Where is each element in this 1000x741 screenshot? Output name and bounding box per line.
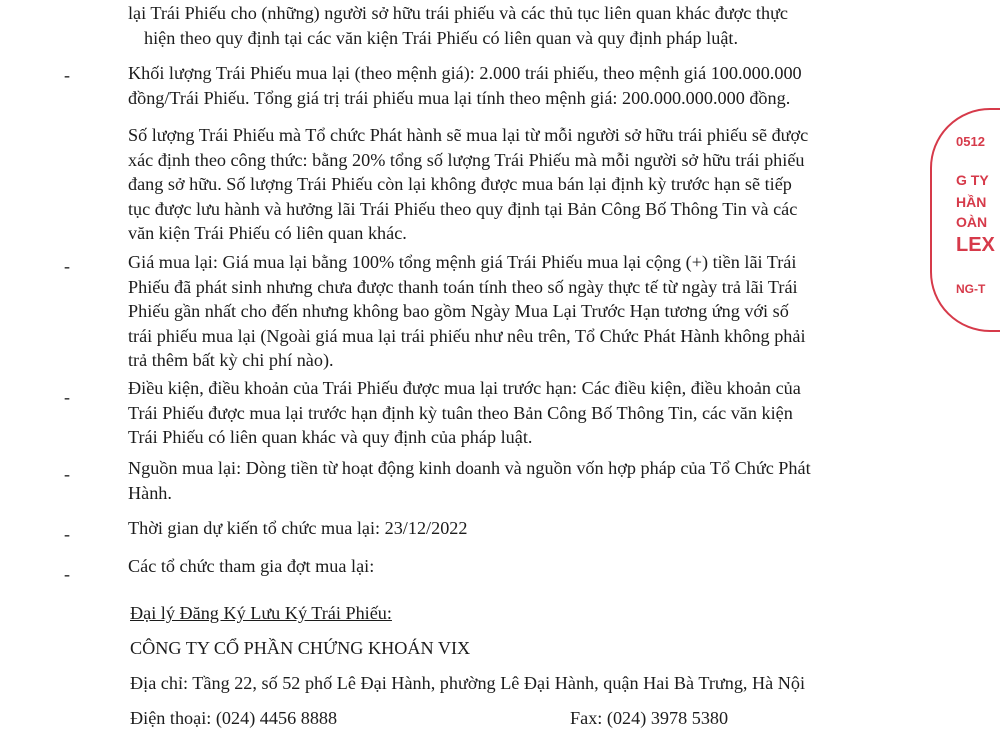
- stamp-text: LEX: [956, 234, 995, 256]
- bullet-paragraph-conditions: [128, 376, 890, 450]
- fax-number: Fax: (024) 3978 5380: [570, 708, 729, 728]
- text-line: lại Trái Phiếu cho (những) người sở hữu trái phiếu và các thủ tục liên quan khác được thực: [128, 3, 788, 23]
- text-line: Khối lượng Trái Phiếu mua lại (theo mệnh giá): 2.000 trái phiếu, theo mệnh giá 100.000.000: [128, 63, 802, 83]
- company-address: Địa chỉ: Tầng 22, số 52 phố Lê Đại Hành, phường Lê Đại Hành, quận Hai Bà Trưng, Hà Nội: [130, 673, 806, 693]
- bullet-dash: -: [64, 464, 70, 484]
- text-line: văn kiện Trái Phiếu có liên quan khác.: [128, 223, 407, 244]
- bullet-dash: -: [64, 256, 70, 276]
- text-line: Các tổ chức tham gia đợt mua lại:: [128, 556, 375, 576]
- company-name: CÔNG TY CỔ PHẦN CHỨNG KHOÁN VIX: [130, 638, 471, 658]
- stamp-text: G TY: [956, 172, 989, 188]
- bullet-paragraph-quantity: [128, 61, 890, 110]
- bullet-paragraph-date: [128, 516, 890, 541]
- text-line: Trái Phiếu được mua lại trước hạn định kỳ tuân theo Bản Công Bố Thông Tin, các văn kiện: [128, 402, 793, 423]
- text-line: Phiếu gần nhất cho đến nhưng không bao gồm Ngày Mua Lại Trước Hạn tương ứng với số: [128, 301, 789, 322]
- text-line: Trái Phiếu có liên quan khác và quy định của pháp luật.: [128, 427, 533, 448]
- bullet-paragraph-parties: [128, 554, 890, 579]
- text-line: Giá mua lại: Giá mua lại bằng 100% tổng mệnh giá Trái Phiếu mua lại cộng (+) tiền lãi Trái: [128, 252, 797, 272]
- bullet-dash: -: [64, 65, 70, 85]
- agent-heading: Đại lý Đăng Ký Lưu Ký Trái Phiếu:: [130, 603, 392, 623]
- intro-paragraph: [128, 1, 890, 50]
- paragraph-buyback-formula: [128, 123, 890, 246]
- stamp-text: HẦN: [956, 194, 987, 210]
- text-line: Hành.: [128, 482, 172, 503]
- stamp-text: OÀN: [956, 214, 988, 230]
- company-stamp: [930, 108, 1000, 332]
- bullet-dash: -: [64, 564, 70, 584]
- bullet-paragraph-source: [128, 456, 890, 505]
- text-line: Phiếu đã phát sinh nhưng chưa được thanh toán tính theo số ngày thực tế từ ngày trả lãi Trái: [128, 276, 798, 297]
- stamp-text: NG-T: [956, 282, 986, 296]
- stamp-text: 0512: [956, 134, 985, 149]
- text-line: trả thêm bất kỳ chi phí nào).: [128, 350, 334, 371]
- text-line: xác định theo công thức: bằng 20% tổng số lượng Trái Phiếu mà mỗi người sở hữu trái phiếu: [128, 149, 805, 170]
- text-line: đang sở hữu. Số lượng Trái Phiếu còn lại không được mua bán lại định kỳ trước hạn sẽ tiếp: [128, 174, 792, 195]
- bullet-paragraph-price: [128, 250, 890, 373]
- text-line: hiện theo quy định tại các văn kiện Trái Phiếu có liên quan và quy định pháp luật.: [144, 27, 739, 48]
- text-line: Thời gian dự kiến tổ chức mua lại: 23/12/2022: [128, 518, 468, 538]
- text-line: tục được lưu hành và hưởng lãi Trái Phiếu theo quy định tại Bản Công Bố Thông Tin và các: [128, 198, 798, 219]
- bullet-dash: -: [64, 387, 70, 407]
- bullet-dash: -: [64, 524, 70, 544]
- text-line: trái phiếu mua lại (Ngoài giá mua lại trái phiếu như nêu trên, Tổ Chức Phát Hành không phải: [128, 325, 806, 346]
- text-line: Điều kiện, điều khoản của Trái Phiếu được mua lại trước hạn: Các điều kiện, điều khoản của: [128, 378, 801, 398]
- text-line: đồng/Trái Phiếu. Tổng giá trị trái phiếu mua lại tính theo mệnh giá: 200.000.000.000 đồng.: [128, 87, 791, 108]
- text-line: Nguồn mua lại: Dòng tiền từ hoạt động kinh doanh và nguồn vốn hợp pháp của Tổ Chức Phát: [128, 458, 811, 478]
- text-line: Số lượng Trái Phiếu mà Tổ chức Phát hành sẽ mua lại từ mỗi người sở hữu trái phiếu sẽ được: [128, 125, 809, 145]
- phone-number: Điện thoại: (024) 4456 8888: [130, 708, 338, 728]
- contact-line: [130, 706, 830, 730]
